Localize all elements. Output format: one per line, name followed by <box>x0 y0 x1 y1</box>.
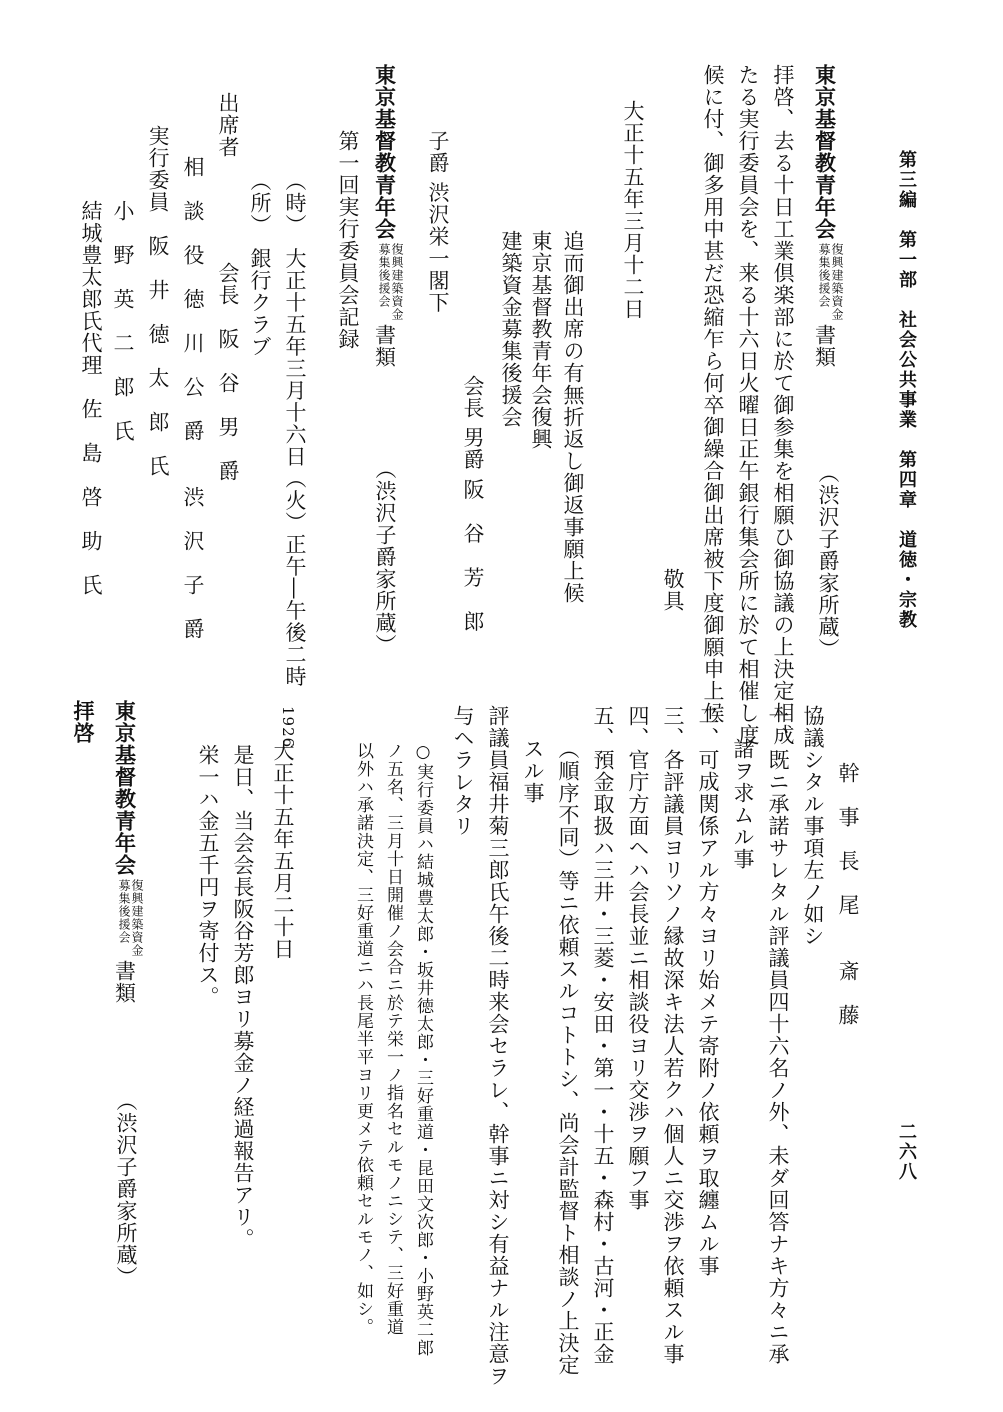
running-header: 第三編 第一部 社会公共事業 第四章 道徳・宗教 <box>896 150 917 630</box>
doc1-sender-org-line2: 建築資金募集後援会 <box>499 230 523 428</box>
doc1-org-sub <box>817 243 843 321</box>
doc3-org-sub <box>117 879 143 957</box>
entry-western-year: 1926 <box>279 706 297 749</box>
doc2-item-1: 一、既ニ承諾サレタル評議員四十六名ノ外、未ダ回答ナキ方々ニ承 <box>766 705 790 1365</box>
doc1-body-line-2: たる実行委員会を、来る十六日火曜日正午銀行集会所に於て相催し度 <box>736 64 760 746</box>
doc2-time: （時） 大正十五年三月十六日（火）正午―午後二時 <box>283 170 307 688</box>
doc2-org: 東京基督教青年会 <box>372 64 398 240</box>
doc2-org-sub-line1: 復興建築資金 <box>390 243 404 321</box>
doc1-closing: 敬具 <box>661 568 685 612</box>
doc2-heading <box>370 64 404 368</box>
doc2-agreement-title: 協議シタル事項左ノ如シ <box>801 705 825 947</box>
doc1-org: 東京基督教青年会 <box>812 64 838 240</box>
entry-line-1: 是日、当会会長阪谷芳郎ヨリ募金ノ経過報告アリ。 <box>231 744 255 1250</box>
doc1-org-sub-line2: 募集後援会 <box>817 243 831 308</box>
doc1-sender-name: 会長 男爵 阪 谷 芳 郎 <box>461 375 485 633</box>
doc3-org-sub-line2: 募集後援会 <box>117 879 131 944</box>
doc2-doc-type: 書類 <box>372 324 397 368</box>
doc3-first-word: 拝啓 <box>71 700 96 744</box>
doc2-item-5-cont: （順序不同）等ニ依頼スルコトトシ、尚会計監督ト相談ノ上決定 <box>556 738 580 1376</box>
doc3-heading <box>110 700 144 1004</box>
doc1-body-line-3: 候に付、御多用中甚だ恐縮乍ら何卒御繰合御出席被下度御願申上候 <box>701 64 725 724</box>
doc3-source: （渋沢子爵家所蔵） <box>114 1090 138 1288</box>
doc2-item-3: 三、各評議員ヨリソノ縁故深キ法人若クハ個人ニ交渉ヲ依頼スル事 <box>661 705 685 1365</box>
doc1-doc-type: 書類 <box>812 324 837 368</box>
doc3-org-sub-line1: 復興建築資金 <box>130 879 144 957</box>
doc3-doc-type: 書類 <box>112 960 137 1004</box>
doc2-note-line-2: ノ五名、三月十日開催ノ会合ニ於テ栄一ノ指名セルモノニシテ、三好重道 <box>383 742 403 1336</box>
doc1-postscript: 追而御出席の有無折返し御返事願上候 <box>561 230 585 604</box>
doc2-advisors: 相 談 役 徳 川 公 爵 渋 沢 子 爵 <box>181 156 205 640</box>
doc2-item-4: 四、官庁方面ヘハ会長並ニ相談役ヨリ交渉ヲ願フ事 <box>626 705 650 1211</box>
doc1-addressee: 子爵 渋沢栄一閣下 <box>426 130 450 314</box>
doc3-org: 東京基督教青年会 <box>112 700 138 876</box>
doc2-item-2: 二、可成関係アル方々ヨリ始メテ寄附ノ依頼ヲ取纏ムル事 <box>696 705 720 1277</box>
doc2-remark-line-2: 与ヘラレタリ <box>451 705 475 837</box>
doc2-note-line-3: 以外ハ承諾決定、三好重道ニハ長尾半平ヨリ更メテ依頼セルモノ、如シ。 <box>353 742 373 1336</box>
entry-line-2: 栄一ハ金五千円ヲ寄付ス。 <box>196 744 220 1008</box>
entry-date: 大正十五年五月二十日 <box>271 740 295 960</box>
doc2-remark-line-1: 評議員福井菊三郎氏午後二時来会セラレ、幹事ニ対シ有益ナル注意ヲ <box>486 705 510 1387</box>
doc2-org-sub <box>377 243 403 321</box>
page-number: 二六八 <box>896 1122 917 1182</box>
doc1-source: （渋沢子爵家所蔵） <box>816 462 840 660</box>
doc2-item-5: 五、預金取扱ハ三井・三菱・安田・第一・十五・森村・古河・正金 <box>591 705 615 1365</box>
doc2-president: 会長 阪 谷 男 爵 <box>216 262 240 482</box>
doc2-note-line-1: ○実行委員ハ結城豊太郎・坂井徳太郎・三好重道・昆田文次郎・小野英二郎 <box>413 742 433 1357</box>
doc1-org-sub-line1: 復興建築資金 <box>830 243 844 321</box>
doc1-sender-org-line1: 東京基督教青年会復興 <box>529 230 553 450</box>
doc2-secretary: 幹 事 長 尾 斎 藤 <box>836 762 860 1026</box>
doc2-committee-1: 実行委員 阪 井 徳 太 郎 氏 <box>146 125 170 477</box>
doc2-item-1-cont: 諸ヲ求ムル事 <box>731 738 755 870</box>
doc1-body-line-1: 拝啓、去る十日工業倶楽部に於て御参集を相願ひ御協議の上決定相成 <box>771 64 795 746</box>
doc2-org-sub-line2: 募集後援会 <box>377 243 391 308</box>
doc2-attendees-label: 出席者 <box>216 92 240 158</box>
doc2-item-5-cont2: スル事 <box>521 738 545 804</box>
doc2-title: 第一回実行委員会記録 <box>336 130 360 350</box>
doc1-date: 大正十五年三月十二日 <box>621 100 645 320</box>
doc2-place: （所） 銀行クラブ <box>248 170 272 358</box>
doc2-source: （渋沢子爵家所蔵） <box>373 458 397 656</box>
doc1-heading <box>810 64 844 368</box>
doc2-committee-3: 結城豊太郎氏代理 佐 島 啓 助 氏 <box>79 200 103 596</box>
doc2-committee-2: 小 野 英 二 郎 氏 <box>111 200 135 442</box>
